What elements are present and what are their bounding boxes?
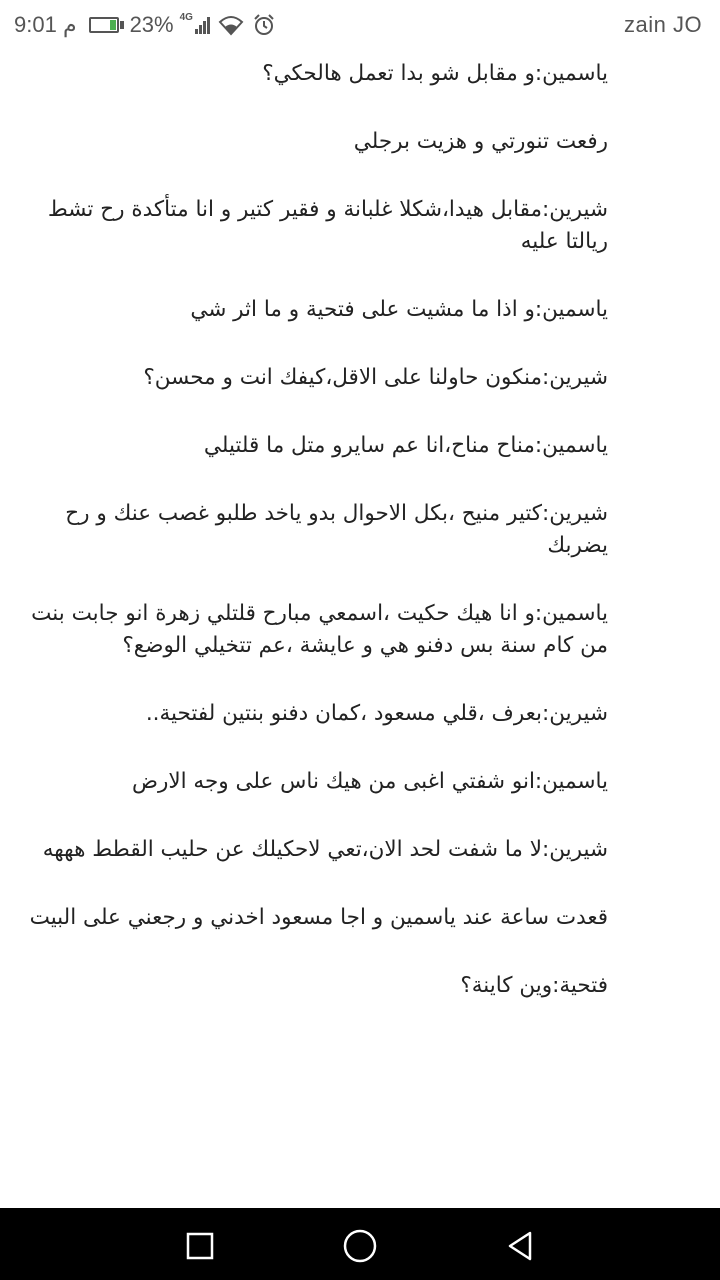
home-icon	[342, 1228, 378, 1264]
status-bar	[0, 0, 720, 50]
story-paragraph: قعدت ساعة عند ياسمين و اجا مسعود اخدني و رجعني على البيت	[29, 905, 608, 930]
battery-level-fill	[110, 20, 116, 30]
story-paragraph: شيرين:كتير منيح ،بكل الاحوال بدو ياخد طلبو غصب عنك و رح يضربك	[65, 501, 608, 558]
navigation-bar	[0, 1208, 720, 1280]
clock: 9:01 م	[14, 12, 77, 37]
alarm-icon	[252, 13, 276, 37]
carrier-name: zain JO	[624, 12, 703, 37]
status-indicators	[14, 11, 276, 39]
home-button[interactable]	[340, 1226, 380, 1266]
story-paragraph: رفعت تنورتي و هزيت برجلي	[353, 129, 608, 154]
back-button[interactable]	[500, 1226, 540, 1266]
back-icon	[504, 1230, 536, 1262]
story-content[interactable]	[22, 50, 608, 1200]
network-type: 4G	[179, 11, 193, 23]
battery-icon	[89, 17, 119, 33]
story-paragraph: شيرين:لا ما شفت لحد الان،تعي لاحكيلك عن حليب القطط هههه	[42, 837, 608, 862]
recents-button[interactable]	[180, 1226, 220, 1266]
story-paragraph: شيرين:بعرف ،قلي مسعود ،كمان دفنو بنتين لفتحية..	[145, 701, 608, 726]
story-paragraph: فتحية:وين كاينة؟	[460, 973, 608, 998]
wifi-icon	[218, 14, 244, 36]
story-paragraph: ياسمين:و انا هيك حكيت ،اسمعي مبارح قلتلي زهرة انو جابت بنت من كام سنة بس دفنو هي و عايشة ،عم تتخيلي الوضع؟	[31, 601, 608, 658]
battery-percent: 23%	[129, 12, 174, 37]
story-paragraph: شيرين:منكون حاولنا على الاقل،كيفك انت و محسن؟	[143, 365, 608, 390]
story-paragraph: شيرين:مقابل هيدا،شكلا غلبانة و فقير كتير و انا متأكدة رح تشط ريالتا عليه	[47, 197, 608, 254]
story-paragraph: ياسمين:و اذا ما مشيت على فتحية و ما اثر شي	[190, 297, 608, 322]
signal-icon	[194, 16, 210, 34]
story-paragraph: ياسمين:مناح مناح،انا عم سايرو متل ما قلتيلي	[203, 433, 608, 458]
recents-icon	[185, 1231, 215, 1261]
story-paragraph: ياسمين:انو شفتي اغبى من هيك ناس على وجه الارض	[131, 769, 608, 794]
story-paragraph: ياسمين:و مقابل شو بدا تعمل هالحكي؟	[262, 61, 608, 86]
battery-tip	[120, 21, 124, 29]
